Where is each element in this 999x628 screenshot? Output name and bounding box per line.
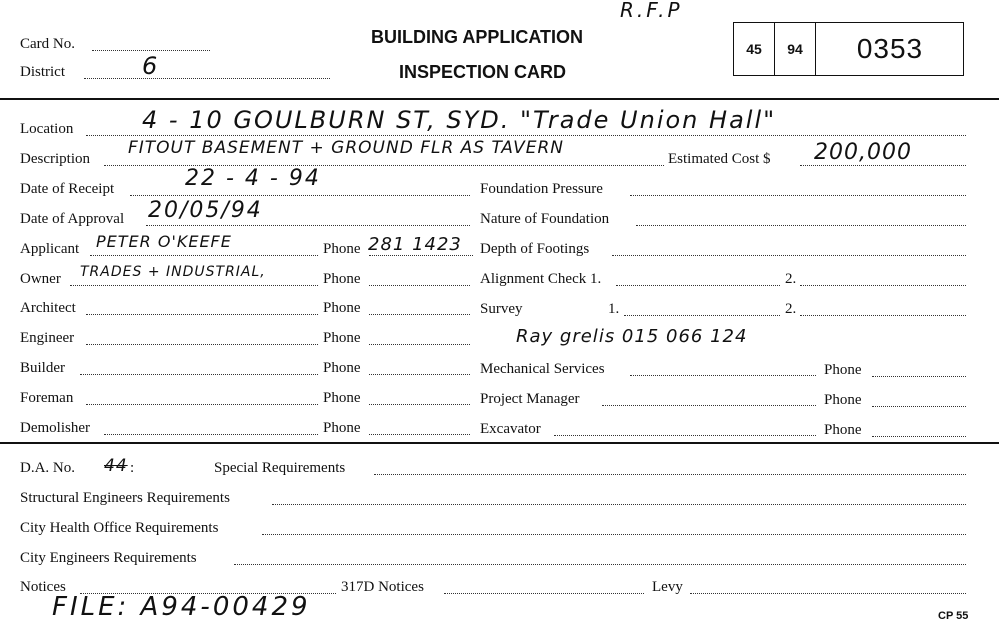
- notices-317d-label: 317D Notices: [341, 579, 424, 595]
- architect-label: Architect: [20, 300, 76, 316]
- header-rule: [0, 98, 999, 100]
- mechanical-phone-label: Phone: [824, 362, 862, 378]
- architect-line: [86, 314, 318, 315]
- da-no-value: 44: [104, 456, 128, 476]
- owner-label: Owner: [20, 271, 61, 287]
- date-approval-value: 20/05/94: [148, 198, 263, 223]
- builder-line: [80, 374, 318, 375]
- nature-foundation-line: [636, 225, 966, 226]
- alignment-check-2-line: [800, 285, 966, 286]
- location-label: Location: [20, 121, 74, 137]
- builder-phone-line: [369, 374, 470, 375]
- foundation-pressure-line: [630, 195, 966, 196]
- app-number-prefix: 45: [746, 41, 762, 57]
- district-label: District: [20, 64, 65, 80]
- foreman-phone-line: [369, 404, 470, 405]
- survey-1-label: 1.: [608, 301, 620, 317]
- application-number-box: [733, 22, 964, 76]
- alignment-check-label: Alignment Check 1.: [480, 271, 602, 287]
- demolisher-phone-line: [369, 434, 470, 435]
- app-number-year: 94: [787, 41, 803, 57]
- levy-line: [690, 593, 966, 594]
- card-no-label: Card No.: [20, 36, 75, 52]
- city-health-label: City Health Office Requirements: [20, 520, 219, 536]
- engineer-phone-label: Phone: [323, 330, 361, 346]
- engineer-line: [86, 344, 318, 345]
- district-line: [84, 78, 330, 79]
- date-receipt-line: [130, 195, 470, 196]
- foundation-pressure-label: Foundation Pressure: [480, 181, 603, 197]
- builder-phone-label: Phone: [323, 360, 361, 376]
- fields-rule: [0, 442, 999, 444]
- mechanical-services-label: Mechanical Services: [480, 361, 605, 377]
- date-receipt-value: 22 - 4 - 94: [185, 166, 321, 191]
- estimated-cost-label: Estimated Cost $: [668, 151, 771, 167]
- title-line-1: BUILDING APPLICATION: [371, 27, 583, 47]
- project-manager-label: Project Manager: [480, 391, 580, 407]
- project-manager-phone-line: [872, 406, 966, 407]
- special-requirements-label: Special Requirements: [214, 460, 346, 476]
- demolisher-line: [104, 434, 318, 435]
- excavator-label: Excavator: [480, 421, 541, 437]
- city-health-line: [262, 534, 966, 535]
- alignment-check-2-label: 2.: [785, 271, 797, 287]
- project-manager-line: [602, 405, 816, 406]
- file-number: FILE: A94-00429: [52, 592, 311, 622]
- notices-label: Notices: [20, 579, 66, 595]
- city-engineers-line: [234, 564, 966, 565]
- owner-phone-label: Phone: [323, 271, 361, 287]
- survey-1-line: [624, 315, 780, 316]
- depth-footings-label: Depth of Footings: [480, 241, 590, 257]
- engineer-label: Engineer: [20, 330, 75, 346]
- applicant-line: [90, 255, 318, 256]
- estimated-cost-value: 200,000: [814, 140, 912, 165]
- levy-label: Levy: [652, 579, 683, 595]
- da-no-colon: :: [130, 460, 135, 476]
- alignment-check-1-line: [616, 285, 780, 286]
- foreman-line: [86, 404, 318, 405]
- date-approval-label: Date of Approval: [20, 211, 125, 227]
- owner-line: [70, 285, 318, 286]
- form-code: CP 55: [938, 610, 969, 622]
- depth-footings-line: [612, 255, 966, 256]
- engineer-phone-line: [369, 344, 470, 345]
- excavator-line: [554, 435, 816, 436]
- survey-label: Survey: [480, 301, 523, 317]
- location-line: [86, 135, 966, 136]
- da-no-label: D.A. No.: [20, 460, 75, 476]
- special-requirements-line: [374, 474, 966, 475]
- demolisher-phone-label: Phone: [323, 420, 361, 436]
- architect-phone-line: [369, 314, 470, 315]
- project-manager-phone-label: Phone: [824, 392, 862, 408]
- estimated-cost-line: [800, 165, 966, 166]
- foreman-label: Foreman: [20, 390, 74, 406]
- structural-engineers-label: Structural Engineers Requirements: [20, 490, 230, 506]
- applicant-phone-line: [369, 255, 473, 256]
- description-value: FITOUT BASEMENT + GROUND FLR AS TAVERN: [128, 138, 564, 158]
- mechanical-services-line: [630, 375, 816, 376]
- rfp-annotation: R.F.P: [620, 0, 683, 22]
- applicant-value: PETER O'KEEFE: [96, 232, 232, 251]
- nature-foundation-label: Nature of Foundation: [480, 211, 610, 227]
- description-label: Description: [20, 151, 90, 167]
- title-line-2: INSPECTION CARD: [399, 62, 567, 82]
- engineer-handwritten-note: Ray grelis 015 066 124: [516, 326, 748, 347]
- survey-2-label: 2.: [785, 301, 797, 317]
- applicant-label: Applicant: [20, 241, 80, 257]
- notices-317d-line: [444, 593, 644, 594]
- card-no-line: [92, 50, 210, 51]
- date-approval-line: [146, 225, 470, 226]
- mechanical-phone-line: [872, 376, 966, 377]
- owner-phone-line: [369, 285, 470, 286]
- excavator-phone-line: [872, 436, 966, 437]
- applicant-phone-label: Phone: [323, 241, 361, 257]
- location-value: 4 - 10 GOULBURN ST, SYD. "Trade Union Hall": [142, 106, 777, 134]
- date-receipt-label: Date of Receipt: [20, 181, 115, 197]
- applicant-phone-value: 281 1423: [368, 234, 462, 255]
- foreman-phone-label: Phone: [323, 390, 361, 406]
- owner-value: TRADES + INDUSTRIAL,: [80, 264, 266, 280]
- district-value: 6: [142, 52, 159, 80]
- city-engineers-label: City Engineers Requirements: [20, 550, 197, 566]
- structural-engineers-line: [272, 504, 966, 505]
- excavator-phone-label: Phone: [824, 422, 862, 438]
- survey-2-line: [800, 315, 966, 316]
- app-number-serial: 0353: [856, 33, 924, 64]
- demolisher-label: Demolisher: [20, 420, 90, 436]
- architect-phone-label: Phone: [323, 300, 361, 316]
- builder-label: Builder: [20, 360, 65, 376]
